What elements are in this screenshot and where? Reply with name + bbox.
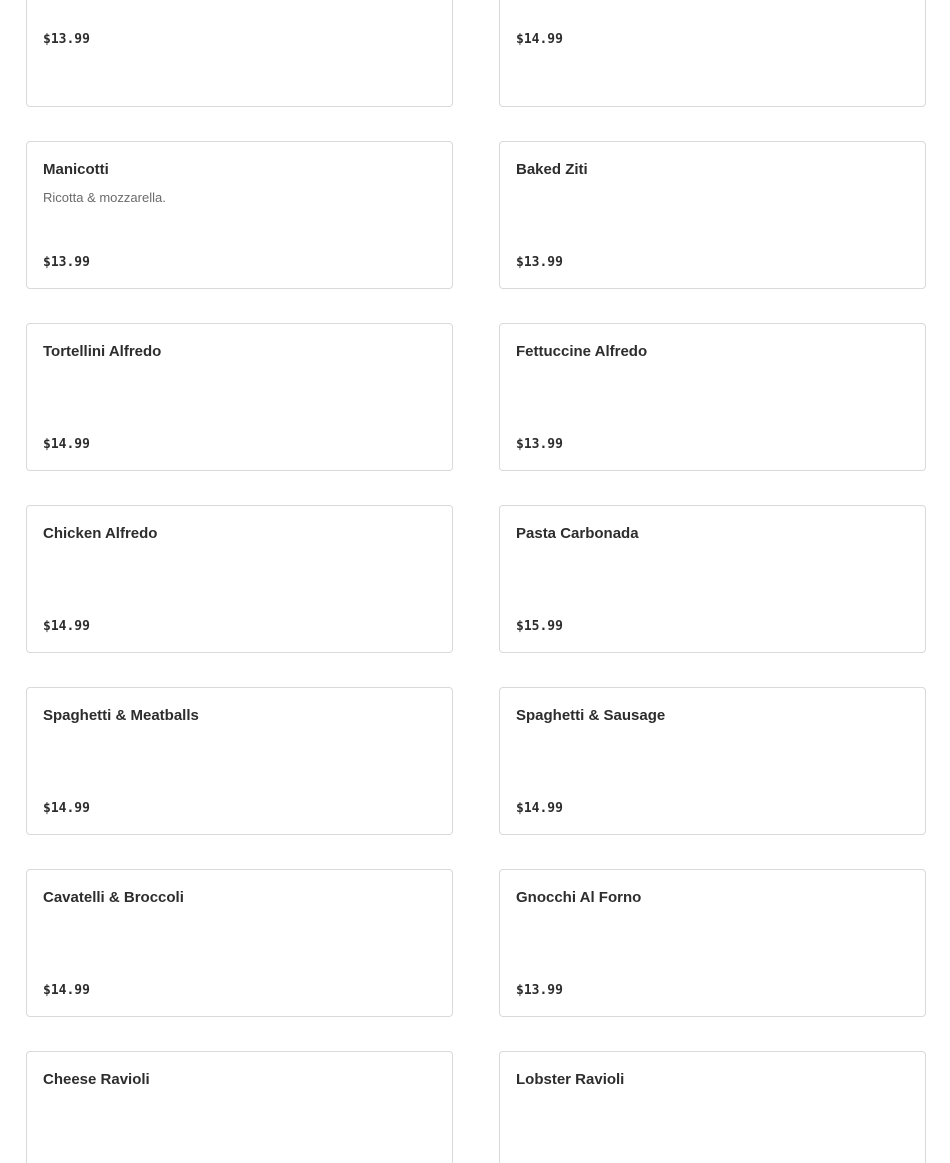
menu-item-name: Cavatelli & Broccoli [43,889,184,906]
menu-item-name: Tortellini Alfredo [43,343,162,360]
menu-item-card[interactable] [499,0,926,107]
menu-item-card[interactable] [499,1051,926,1163]
menu-item-name: Baked Ziti [516,161,588,178]
menu-item-card[interactable] [499,687,926,835]
menu-item-name: Spaghetti & Meatballs [43,707,199,724]
menu-item-price: $14.99 [43,983,90,998]
menu-item-price: $14.99 [516,801,563,816]
menu-item-name: Lobster Ravioli [516,1071,625,1088]
menu-item-name: Chicken Alfredo [43,525,158,542]
menu-item-card[interactable] [26,0,453,107]
menu-item-name: Manicotti [43,161,109,178]
menu-item-price: $15.99 [516,619,563,634]
menu-item-card[interactable] [26,869,453,1017]
menu-item-price: $13.99 [516,983,563,998]
menu-item-name: Pasta Carbonada [516,525,639,542]
menu-item-price: $14.99 [516,32,563,47]
menu-item-name: Spaghetti & Sausage [516,707,666,724]
menu-item-card[interactable] [499,323,926,471]
menu-item-price: $13.99 [43,255,90,270]
menu-item-card[interactable] [499,869,926,1017]
menu-item-price: $14.99 [43,801,90,816]
menu-item-card[interactable] [499,141,926,289]
menu-item-card[interactable] [26,323,453,471]
menu-item-name: Fettuccine Alfredo [516,343,648,360]
menu-item-card[interactable] [26,687,453,835]
menu-item-card[interactable] [26,505,453,653]
menu-item-card[interactable] [26,141,453,289]
menu-item-name: Gnocchi Al Forno [516,889,642,906]
menu-item-card[interactable] [26,1051,453,1163]
menu-item-price: $13.99 [516,437,563,452]
menu-item-price: $13.99 [516,255,563,270]
menu-item-name: Cheese Ravioli [43,1071,150,1088]
menu-item-price: $13.99 [43,32,90,47]
menu-item-description: Ricotta & mozzarella. [43,190,166,205]
menu-item-price: $14.99 [43,619,90,634]
menu-item-price: $14.99 [43,437,90,452]
menu-item-card[interactable] [499,505,926,653]
